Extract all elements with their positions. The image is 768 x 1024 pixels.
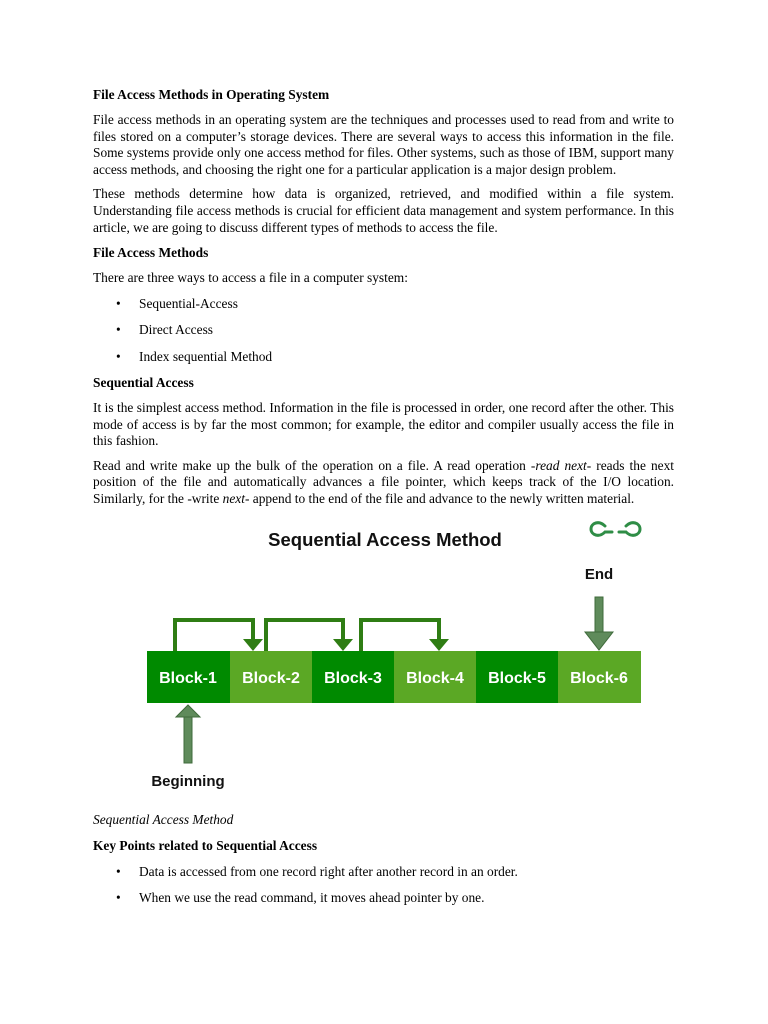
- text-run: Read and write make up the bulk of the operation on a file. A read operation: [93, 457, 531, 473]
- sequential-access-figure: [93, 515, 674, 815]
- figure-title: Sequential Access Method: [268, 529, 502, 551]
- intro-paragraph-1: File access methods in an operating system are the techniques and processes used to read from and write to files stored on a computer’s storage devices. There are several ways to access this information in the file. Some systems provide only one access method for files. Other systems, such as those of IBM, support many access methods, and choosing the right one for a particular application is a major design problem.: [93, 112, 674, 177]
- beginning-pointer-arrow: [176, 705, 200, 763]
- block-3-label: Block-3: [324, 670, 382, 688]
- text-run: reads the next position of the file and automatically advances a file pointer, which keeps track of the I/O location. Similarly, for the -write: [93, 457, 674, 506]
- block-4-label: Block-4: [406, 670, 464, 688]
- text-run: append to the end of the file and advance to the newly written material.: [249, 490, 635, 506]
- arrow-block2-to-block3: [266, 620, 353, 651]
- block-2-label: Block-2: [242, 670, 300, 688]
- emphasis-next: next-: [222, 490, 250, 506]
- key-points-list: [93, 863, 674, 907]
- figure-svg: [93, 515, 674, 805]
- gfg-logo-icon: [591, 523, 640, 536]
- arrow-block1-to-block2: [175, 620, 263, 651]
- list-item: • When we use the read command, it moves ahead pointer by one.: [139, 889, 674, 907]
- jump-arrows: [175, 620, 449, 651]
- list-item: • Sequential-Access: [139, 295, 674, 313]
- arrow-block3-to-block4: [361, 620, 449, 651]
- block-row: [147, 651, 641, 703]
- list-item: • Direct Access: [139, 321, 674, 339]
- end-label: End: [584, 566, 614, 584]
- sequential-paragraph-1: It is the simplest access method. Information in the file is processed in order, one record after the other. This mode of access is by far the most common; for example, the editor and compiler usually access the file in this fashion.: [93, 399, 674, 449]
- document-title: File Access Methods in Operating System: [93, 87, 330, 102]
- document-body: [93, 86, 674, 916]
- list-item: • Index sequential Method: [139, 348, 674, 366]
- end-pointer-arrow: [585, 597, 613, 650]
- block-6-label: Block-6: [570, 670, 628, 688]
- intro-paragraph-2: These methods determine how data is organized, retrieved, and modified within a file system. Understanding file access methods is crucial for efficient data management and system performance. In this article, we are going to discuss different types of methods to access the file.: [93, 186, 674, 235]
- block-1-label: Block-1: [159, 670, 217, 688]
- methods-intro: There are three ways to access a file in a computer system:: [93, 270, 408, 286]
- sequential-heading: Sequential Access: [93, 374, 194, 390]
- methods-list: [93, 295, 674, 366]
- emphasis-read-next: -read next-: [530, 457, 592, 473]
- methods-heading: File Access Methods: [93, 245, 209, 261]
- beginning-label: Beginning: [151, 773, 225, 791]
- block-5-label: Block-5: [488, 670, 546, 688]
- list-item: • Data is accessed from one record right after another record in an order.: [139, 863, 674, 881]
- key-points-heading: Key Points related to Sequential Access: [93, 838, 318, 854]
- sequential-paragraph-2: [93, 458, 674, 508]
- figure-caption: Sequential Access Method: [93, 812, 234, 828]
